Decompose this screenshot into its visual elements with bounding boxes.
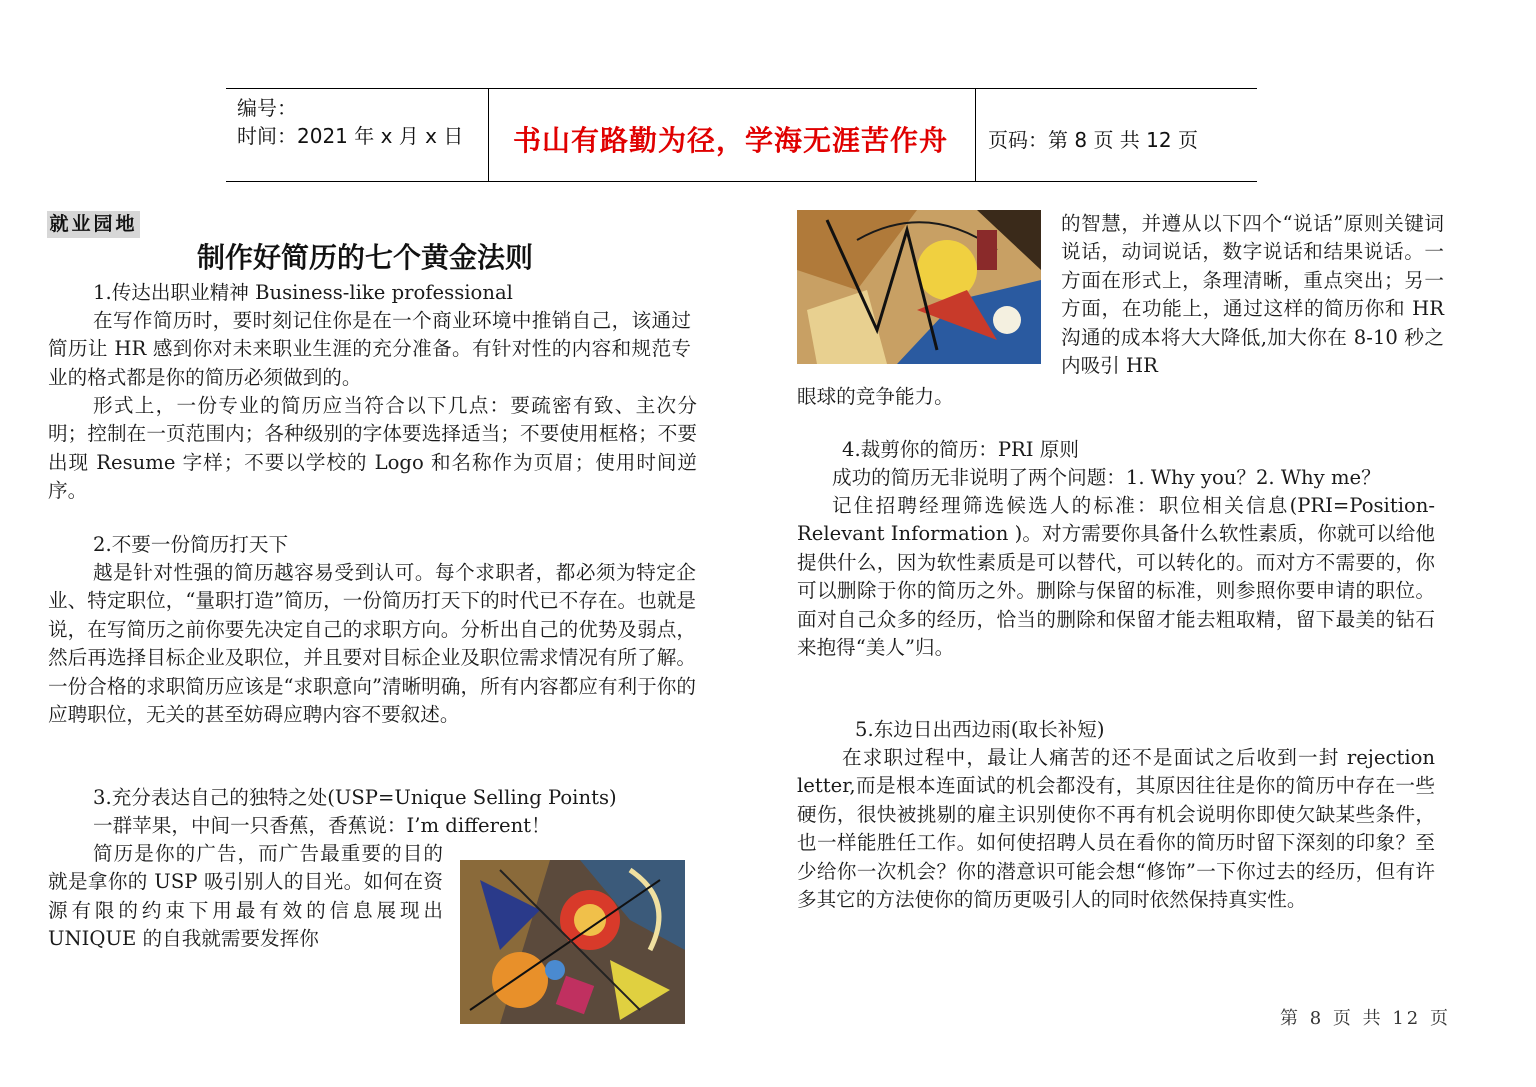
section-5-heading: 5.东边日出西边雨(取长补短) xyxy=(855,718,1105,741)
section-4-paragraph-1: 成功的简历无非说明了两个问题：1. Why you？2. Why me？ xyxy=(832,466,1381,489)
section-3-paragraph: 简历是你的广告，而广告最重要的目的就是拿你的 USP 吸引别人的目光。如何在资源有限的约束下用最有效的信息展现出 UNIQUE 的自我就需要发挥你 xyxy=(48,842,443,951)
section-3-continuation: 的智慧，并遵从以下四个“说话”原则关键词说话，动词说话，数字说话和结果说话。一方面在形式上，条理清晰，重点突出；另一方面，在功能上，通过这样的简历你和 HR 沟通的成本将大大降低,加大你在 8-10 秒之内吸引 HR xyxy=(1061,212,1444,378)
section-2-heading: 2.不要一份简历打天下 xyxy=(93,533,289,556)
article-title: 制作好简历的七个黄金法则 xyxy=(196,241,533,274)
section-4-paragraph-2: 记住招聘经理筛选候选人的标准：职位相关信息(PRI=Position-Relevant Information )。对方需要你具备什么软性素质，你就可以给他提供什么，因为软性素质是可以替代，可以转化的。而对方不需要的，你可以删除于你的简历之外。删除与保留的标准，则参照你要申请的职位。面对自己众多的经历，恰当的删除和保留才能去粗取精，留下最美的钻石来抱得“美人”归。 xyxy=(797,494,1435,660)
header-bottom-rule xyxy=(226,181,1257,182)
header-page-info: 页码：第 8 页 共 12 页 xyxy=(988,128,1198,152)
page-footer: 第 8 页 共 12 页 xyxy=(1280,1008,1451,1029)
header-motto: 书山有路勤为径，学海无涯苦作舟 xyxy=(513,124,949,157)
abstract-painting-left xyxy=(460,860,685,1024)
section-1-heading: 1.传达出职业精神 Business-like professional xyxy=(93,281,513,304)
header-date: 时间：2021 年 x 月 x 日 xyxy=(237,124,464,148)
header-divider-2 xyxy=(975,88,976,182)
section-3-heading: 3.充分表达自己的独特之处(USP=Unique Selling Points) xyxy=(93,786,617,809)
section-3-quote: 一群苹果，中间一只香蕉，香蕉说：I’m different！ xyxy=(93,814,551,837)
section-1-paragraph-1: 在写作简历时，要时刻记住你是在一个商业环境中推销自己，该通过简历让 HR 感到你对未来职业生涯的充分准备。有针对性的内容和规范专业的格式都是你的简历必须做到的。 xyxy=(48,309,691,389)
section-2-paragraph-1: 越是针对性强的简历越容易受到认可。每个求职者，都必须为特定企业、特定职位，“量职打造”简历，一份简历打天下的时代已不存在。也就是说，在写简历之前你要先决定自己的求职方向。分析出自己的优势及弱点，然后再选择目标企业及职位，并且要对目标企业及职位需求情况有所了解。一份合格的求职简历应该是“求职意向”清晰明确，所有内容都应有利于你的应聘职位，无关的甚至妨碍应聘内容不要叙述。 xyxy=(48,561,696,727)
section-1-paragraph-2: 形式上，一份专业的简历应当符合以下几点：要疏密有致、主次分明；控制在一页范围内；各种级别的字体要选择适当；不要使用框格；不要出现 Resume 字样；不要以学校的 Logo 和名称作为页眉；使用时间逆序。 xyxy=(48,394,697,503)
header-top-rule xyxy=(226,88,1257,89)
abstract-painting-right xyxy=(797,210,1041,364)
section-4-heading: 4.裁剪你的简历：PRI 原则 xyxy=(842,438,1079,461)
section-5-paragraph: 在求职过程中，最让人痛苦的还不是面试之后收到一封 rejection letter,而是根本连面试的机会都没有，其原因往往是你的简历中存在一些硬伤，很快被挑剔的雇主识别使你不再有机会说明你即使欠缺某些条件，也一样能胜任工作。如何使招聘人员在看你的简历时留下深刻的印象？至少给你一次机会？你的潜意识可能会想“修饰”一下你过去的经历，但有许多其它的方法使你的简历更吸引人的同时依然保持真实性。 xyxy=(797,746,1435,912)
header-divider-1 xyxy=(488,88,489,182)
section-tag: 就业园地 xyxy=(47,211,140,238)
section-3-continuation-tail: 眼球的竞争能力。 xyxy=(797,385,954,408)
header-number-label: 编号： xyxy=(237,96,297,120)
